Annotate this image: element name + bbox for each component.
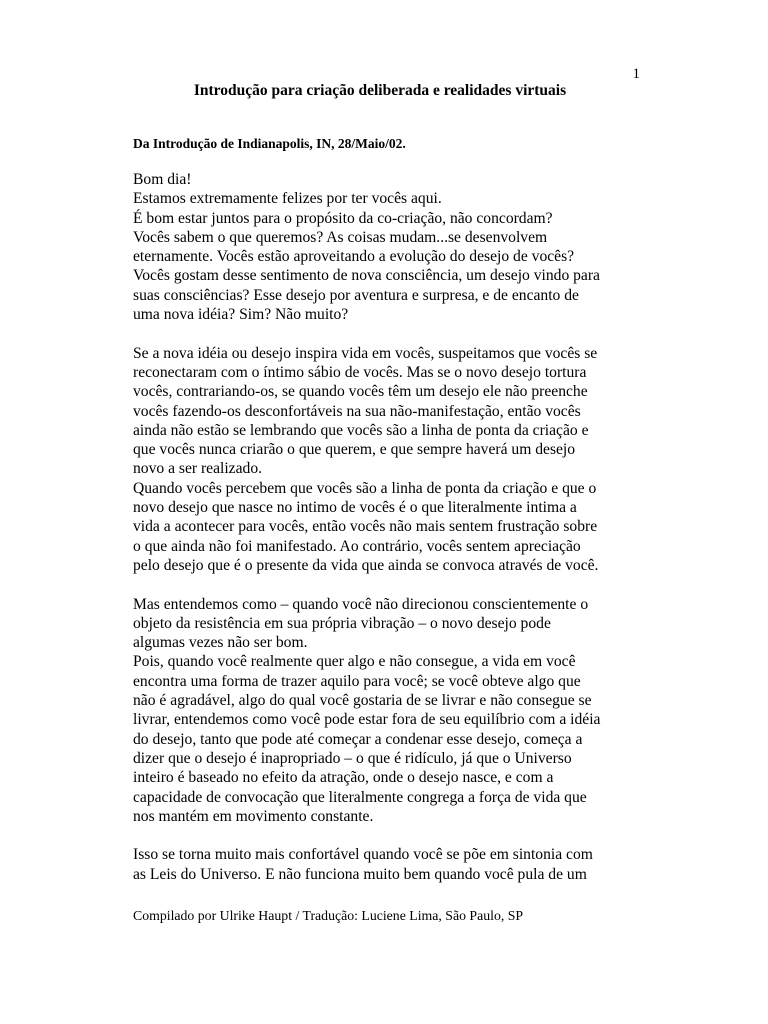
text-line: do desejo, tanto que pode até começar a condenar esse desejo, começa a	[133, 730, 583, 748]
text-line: Pois, quando você realmente quer algo e não consegue, a vida em você	[133, 653, 576, 671]
text-line: Se a nova idéia ou desejo inspira vida em vocês, suspeitamos que vocês se	[133, 344, 598, 362]
paragraph-gap	[133, 324, 653, 343]
text-line: uma nova idéia? Sim? Não muito?	[133, 306, 349, 324]
text-line: inteiro é baseado no efeito da atração, onde o desejo nasce, e com a	[133, 769, 554, 787]
text-line: Quando vocês percebem que vocês são a linha de ponta da criação e que o	[133, 479, 597, 497]
document-title: Introdução para criação deliberada e realidades virtuais	[193, 82, 567, 99]
text-line: novo desejo que nasce no intimo de vocês é o que literalmente intima a	[133, 499, 577, 517]
body-text	[133, 170, 653, 884]
text-line: capacidade de convocação que literalmente congrega a força de vida que	[133, 788, 587, 806]
footer: Compilado por Ulrike Haupt / Tradução: Luciene Lima, São Paulo, SP	[133, 908, 524, 923]
text-line: dizer que o desejo é inapropriado – o que é ridículo, já que o Universo	[133, 749, 572, 767]
text-line: Bom dia!	[133, 171, 192, 188]
text-line: reconectaram com o íntimo sábio de vocês. Mas se o novo desejo tortura	[133, 363, 587, 381]
text-line: eternamente. Vocês estão aproveitando a evolução do desejo de vocês?	[133, 248, 575, 266]
text-line: as Leis do Universo. E não funciona muito bem quando você pula de um	[133, 865, 587, 883]
paragraph	[133, 170, 653, 324]
paragraph	[133, 845, 653, 884]
text-line: algumas vezes não ser bom.	[133, 634, 308, 652]
paragraph-gap	[133, 826, 653, 845]
text-line: pelo desejo que é o presente da vida que ainda se convoca através de você.	[133, 556, 599, 574]
text-line: Isso se torna muito mais confortável quando você se põe em sintonia com	[133, 846, 593, 864]
text-line: Vocês sabem o que queremos? As coisas mudam...se desenvolvem	[133, 228, 548, 246]
text-line: objeto da resistência em sua própria vibração – o novo desejo pode	[133, 614, 551, 632]
text-line: ainda não estão se lembrando que vocês são a linha de ponta da criação e	[133, 421, 589, 439]
text-line: Vocês gostam desse sentimento de nova consciência, um desejo vindo para	[133, 267, 600, 285]
text-line: suas consciências? Esse desejo por aventura e surpresa, e de encanto de	[133, 286, 579, 304]
text-line: encontra uma forma de trazer aquilo para você; se você obteve algo que	[133, 672, 581, 690]
paragraph	[133, 344, 653, 576]
page-number: 1	[632, 66, 640, 82]
text-line: É bom estar juntos para o propósito da co-criação, não concordam?	[133, 209, 553, 227]
text-line: não é agradável, algo do qual você gostaria de se livrar e não consegue se	[133, 692, 592, 710]
text-line: Estamos extremamente felizes por ter vocês aqui.	[133, 190, 442, 208]
text-line: que vocês nunca criarão o que querem, e que sempre haverá um desejo	[133, 441, 576, 459]
text-line: vida a acontecer para vocês, então vocês não mais sentem frustração sobre	[133, 518, 598, 536]
text-line: novo a ser realizado.	[133, 460, 263, 478]
text-line: vocês, contrariando-os, se quando vocês têm um desejo ele não preenche	[133, 383, 588, 401]
text-line: vocês fazendo-os desconfortáveis na sua não-manifestação, então vocês	[133, 402, 581, 420]
paragraph-gap	[133, 575, 653, 594]
paragraph	[133, 595, 653, 827]
document-subtitle: Da Introdução de Indianapolis, IN, 28/Maio/02.	[133, 136, 406, 151]
text-line: o que ainda não foi manifestado. Ao contrário, vocês sentem apreciação	[133, 537, 581, 555]
text-line: livrar, entendemos como você pode estar fora de seu equilíbrio com a idéia	[133, 711, 601, 729]
text-line: nos mantém em movimento constante.	[133, 807, 374, 825]
text-line: Mas entendemos como – quando você não direcionou conscientemente o	[133, 595, 589, 613]
